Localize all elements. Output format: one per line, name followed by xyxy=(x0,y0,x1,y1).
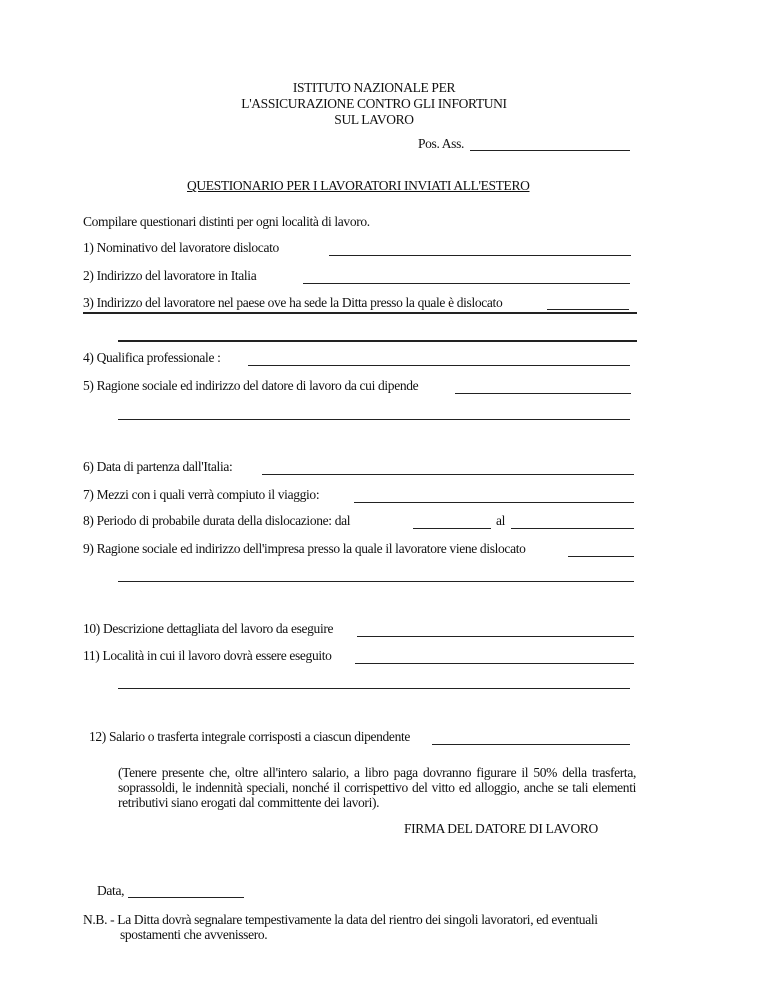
pos-ass-label: Pos. Ass. xyxy=(418,136,464,151)
q4-label: 4) Qualifica professionale : xyxy=(83,350,221,365)
signature-label: FIRMA DEL DATORE DI LAVORO xyxy=(404,821,598,836)
header-line-3: SUL LAVORO xyxy=(334,112,414,127)
salary-note: (Tenere presente che, oltre all'intero salario, a libro paga dovranno figurare il 50% della trasferta, soprassoldi, le indennità speciali, nonché il corrispettivo del vitto ed alloggio, anche se tali elementi retributivi siano erogati dal committente dei lavori). xyxy=(118,765,636,810)
q10-field[interactable] xyxy=(357,636,634,637)
nb-line-1: N.B. - La Ditta dovrà segnalare tempestivamente la data del rientro dei singoli lavoratori, ed eventuali xyxy=(83,912,598,927)
q9-field-continued[interactable] xyxy=(118,581,634,582)
header-line-2: L'ASSICURAZIONE CONTRO GLI INFORTUNI xyxy=(241,96,507,111)
q7-label: 7) Mezzi con i quali verrà compiuto il viaggio: xyxy=(83,487,320,502)
document-title: QUESTIONARIO PER I LAVORATORI INVIATI ALL'ESTERO xyxy=(187,178,530,193)
q8-to-field[interactable] xyxy=(511,528,634,529)
q6-field[interactable] xyxy=(262,474,634,475)
q11-field[interactable] xyxy=(355,663,634,664)
q1-field[interactable] xyxy=(329,255,631,256)
q11-label: 11) Località in cui il lavoro dovrà essere eseguito xyxy=(83,648,332,663)
nb-line-2: spostamenti che avvenissero. xyxy=(120,927,268,942)
q2-field[interactable] xyxy=(303,283,630,284)
institute-header xyxy=(0,80,768,128)
q9-field[interactable] xyxy=(568,556,634,557)
date-label: Data, xyxy=(97,883,125,898)
header-line-1: ISTITUTO NAZIONALE PER xyxy=(292,80,456,95)
pos-ass-field[interactable] xyxy=(470,150,630,151)
q5-label: 5) Ragione sociale ed indirizzo del datore di lavoro da cui dipende xyxy=(83,378,419,393)
date-field[interactable] xyxy=(128,897,244,898)
q5-field-continued[interactable] xyxy=(118,419,630,420)
q8-label-to: al xyxy=(496,513,506,528)
intro-text: Compilare questionari distinti per ogni località di lavoro. xyxy=(83,214,370,229)
q10-label: 10) Descrizione dettagliata del lavoro da eseguire xyxy=(83,621,334,636)
q3-label: 3) Indirizzo del lavoratore nel paese ove ha sede la Ditta presso la quale è dislocato xyxy=(83,295,503,310)
q12-label: 12) Salario o trasferta integrale corrisposti a ciascun dipendente xyxy=(89,729,411,744)
q11-field-continued[interactable] xyxy=(118,688,630,689)
q12-field[interactable] xyxy=(432,744,630,745)
q8-label-from: 8) Periodo di probabile durata della dislocazione: dal xyxy=(83,513,351,528)
q8-from-field[interactable] xyxy=(413,528,491,529)
q3-field-continued[interactable] xyxy=(118,340,637,342)
q2-label: 2) Indirizzo del lavoratore in Italia xyxy=(83,268,257,283)
q4-field[interactable] xyxy=(248,365,630,366)
q7-field[interactable] xyxy=(354,502,634,503)
q6-label: 6) Data di partenza dall'Italia: xyxy=(83,459,233,474)
q3-rule-1 xyxy=(83,312,637,314)
q3-field-inline[interactable] xyxy=(547,309,629,310)
q1-label: 1) Nominativo del lavoratore dislocato xyxy=(83,240,279,255)
q9-label: 9) Ragione sociale ed indirizzo dell'impresa presso la quale il lavoratore viene dislocato xyxy=(83,541,526,556)
q5-field[interactable] xyxy=(455,393,631,394)
